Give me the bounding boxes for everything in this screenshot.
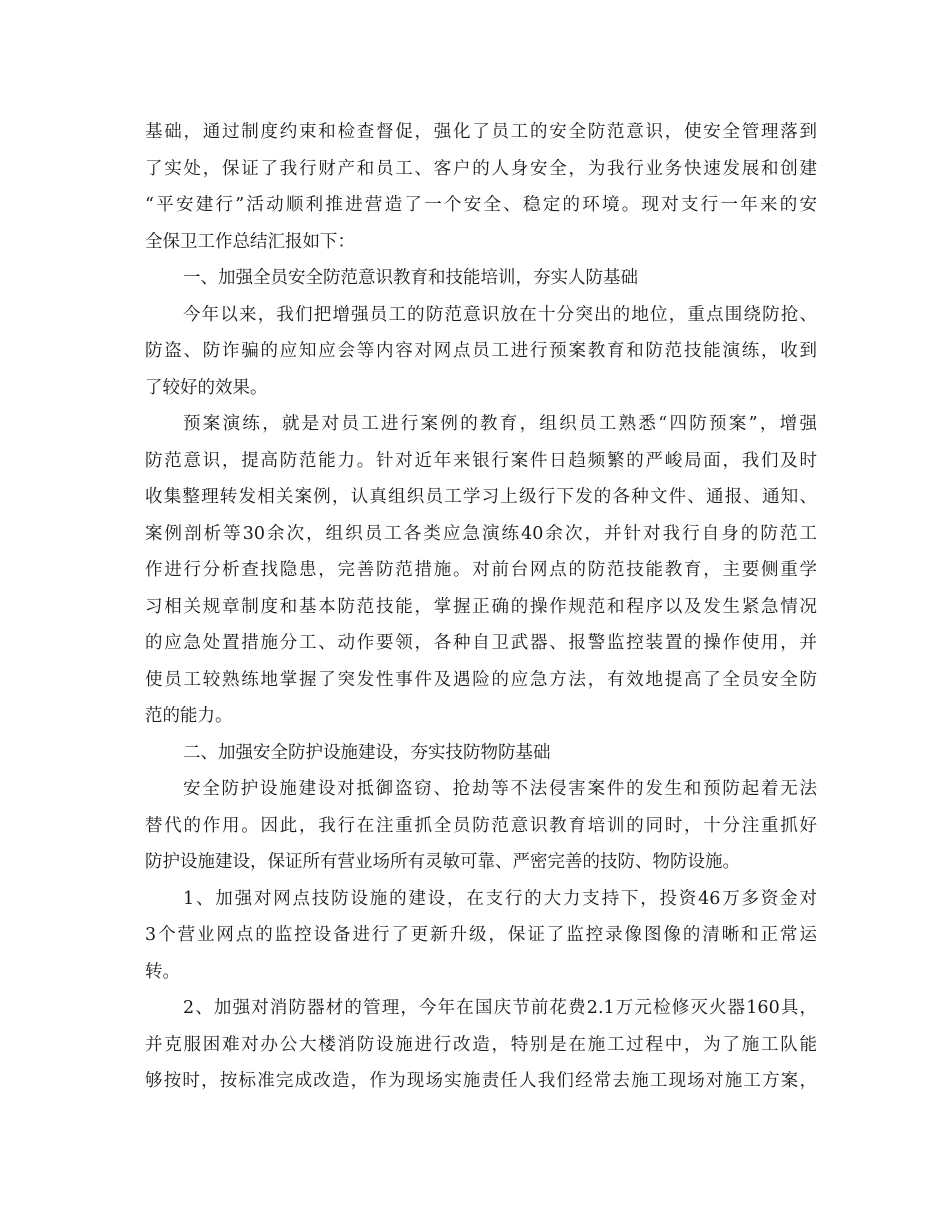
text-line: 全保卫工作总结汇报如下： (145, 231, 355, 252)
text-line: 了较好的效果。 (145, 377, 268, 398)
text-line: 使员工较熟练地掌握了突发性事件及遇险的应急方法，有效地提高了全员安全防 (145, 669, 817, 690)
text-line: 范的能力。 (145, 706, 233, 726)
text-line: 二、加强安全防护设施建设，夯实技防物防基础 (183, 742, 551, 763)
text-line: 习相关规章制度和基本防范技能，掌握正确的操作规范和程序以及发生紧急情况 (145, 596, 817, 617)
text-line: 的应急处置措施分工、动作要领，各种自卫武器、报警监控装置的操作使用，并 (145, 633, 817, 653)
text-line: 转。 (145, 961, 180, 982)
text-line: 一、加强全员安全防范意识教育和技能培训，夯实人防基础 (183, 268, 638, 288)
text-line: 1、加强对网点技防设施的建设，在支行的大力支持下，投资46万多资金对 (183, 888, 817, 909)
text-line: 防范意识，提高防范能力。针对近年来银行案件日趋频繁的严峻局面，我们及时 (145, 450, 817, 471)
text-line: 替代的作用。因此，我行在注重抓全员防范意识教育培训的同时，十分注重抓好 (145, 815, 817, 836)
text-line: 安全防护设施建设对抵御盗窃、抢劫等不法侵害案件的发生和预防起着无法 (183, 779, 817, 799)
text-line: 2、加强对消防器材的管理，今年在国庆节前花费2.1万元检修灭火器160具， (183, 998, 817, 1018)
text-line: “平安建行”活动顺利推进营造了一个安全、稳定的环境。现对支行一年来的安 (145, 195, 817, 215)
text-line: 够按时，按标准完成改造，作为现场实施责任人我们经常去施工现场对施工方案， (145, 1071, 817, 1091)
text-line: 3个营业网点的监控设备进行了更新升级，保证了监控录像图像的清晰和正常运 (145, 925, 817, 945)
text-line: 收集整理转发相关案例，认真组织员工学习上级行下发的各种文件、通报、通知、 (145, 487, 817, 507)
text-line: 今年以来，我们把增强员工的防范意识放在十分突出的地位，重点围绕防抢、 (183, 304, 817, 325)
text-line: 案例剖析等30余次，组织员工各类应急演练40余次，并针对我行自身的防范工 (145, 523, 817, 544)
text-line: 预案演练，就是对员工进行案例的教育，组织员工熟悉“四防预案”，增强 (183, 414, 817, 434)
text-line: 了实处，保证了我行财产和员工、客户的人身安全，为我行业务快速发展和创建 (145, 158, 817, 179)
document-body (145, 114, 817, 1100)
text-line: 作进行分析查找隐患，完善防范措施。对前台网点的防范技能教育，主要侧重学 (145, 560, 817, 580)
text-line: 基础，通过制度约束和检查督促，强化了员工的安全防范意识，使安全管理落到 (145, 122, 817, 142)
text-line: 并克服困难对办公大楼消防设施进行改造，特别是在施工过程中，为了施工队能 (145, 1034, 817, 1055)
text-line: 防盗、防诈骗的应知应会等内容对网点员工进行预案教育和防范技能演练，收到 (145, 341, 817, 361)
text-line: 防护设施建设，保证所有营业场所有灵敏可靠、严密完善的技防、物防设施。 (145, 852, 740, 872)
